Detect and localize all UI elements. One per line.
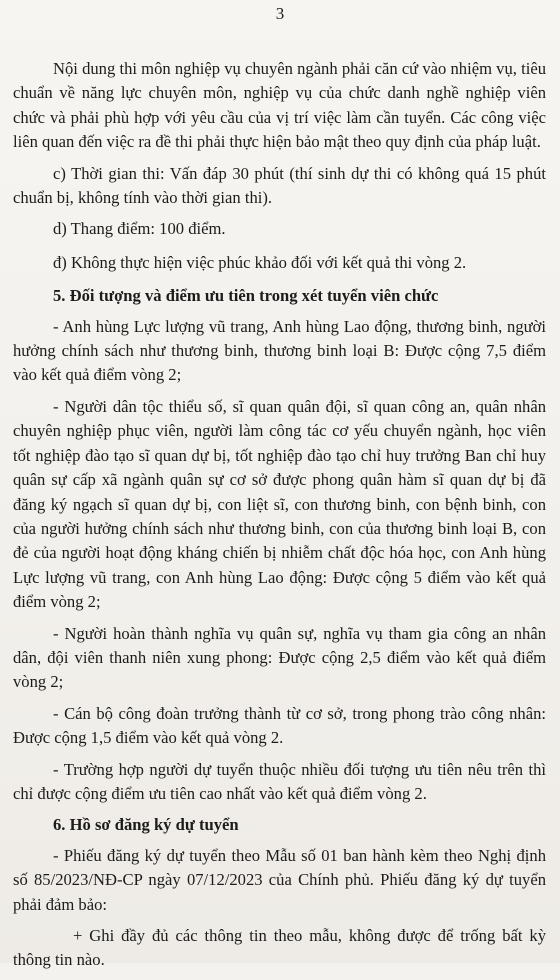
- document-body: [13, 57, 546, 980]
- page-number: 3: [275, 4, 285, 23]
- paragraph-score-scale: d) Thang điểm: 100 điểm.: [53, 219, 226, 239]
- paragraph-no-review: đ) Không thực hiện việc phúc khảo đối với kết quả thi vòng 2.: [53, 252, 467, 272]
- paragraph-priority-multiple: - Trường hợp người dự tuyển thuộc nhiều đối tượng ưu tiên nêu trên thì chỉ được cộng điểm ưu tiên cao nhất vào kết quả điểm vòng 2.: [13, 759, 546, 803]
- paragraph-priority-minorities: - Người dân tộc thiểu số, sĩ quan quân đội, sĩ quan công an, quân nhân chuyên nghiệp phục viên, người làm công tác cơ yếu chuyển ngành, học viên tốt nghiệp đào tạo sĩ quan dự bị, tốt nghiệp đào tạo chỉ huy trưởng Ban chỉ huy quân sự cấp xã ngành quân sự cơ sở được phong quân hàm sĩ quan dự bị đã đăng ký ngạch sĩ quan dự bị, con liệt sĩ, con thương binh, con bệnh binh, con của người hưởng chính sách như thương binh, con của thương binh loại B, con đẻ của người hoạt động kháng chiến bị nhiễm chất độc hóa học, con Anh hùng Lực lượng vũ trang, con Anh hùng Lao động: Được cộng 5 điểm vào kết quả điểm vòng 2;: [13, 396, 546, 612]
- paragraph-exam-content: Nội dung thi môn nghiệp vụ chuyên ngành phải căn cứ vào nhiệm vụ, tiêu chuẩn về năng lực chuyên môn, nghiệp vụ của chức danh nghề nghiệp viên chức và phải phù hợp với yêu cầu của vị trí việc làm cần tuyển. Các công việc liên quan đến việc ra đề thi phải thực hiện bảo mật theo quy định của pháp luật.: [13, 59, 546, 152]
- paragraph-application-form: - Phiếu đăng ký dự tuyển theo Mẫu số 01 ban hành kèm theo Nghị định số 85/2023/NĐ-CP ngày 07/12/2023 của Chính phủ. Phiếu đăng ký dự tuyển phải đảm bảo:: [13, 845, 546, 914]
- paragraph-priority-heroes: - Anh hùng Lực lượng vũ trang, Anh hùng Lao động, thương binh, người hưởng chính sách như thương binh, thương binh loại B: Được cộng 7,5 điểm vào kết quả điểm vòng 2;: [13, 316, 546, 385]
- section-heading-application: 6. Hồ sơ đăng ký dự tuyển: [53, 815, 239, 835]
- paragraph-priority-union-officers: - Cán bộ công đoàn trưởng thành từ cơ sở, trong phong trào công nhân: Được cộng 1,5 điểm vào kết quả vòng 2.: [13, 703, 546, 748]
- section-heading-priority: 5. Đối tượng và điểm ưu tiên trong xét tuyển viên chức: [53, 286, 439, 306]
- paragraph-fill-all-info: + Ghi đầy đủ các thông tin theo mẫu, không được để trống bất kỳ thông tin nào.: [13, 926, 546, 970]
- paragraph-exam-time: c) Thời gian thi: Vấn đáp 30 phút (thí sinh dự thi có không quá 15 phút chuẩn bị, không tính vào thời gian thi).: [13, 163, 546, 208]
- paragraph-priority-military-service: - Người hoàn thành nghĩa vụ quân sự, nghĩa vụ tham gia công an nhân dân, đội viên thanh niên xung phong: Được cộng 2,5 điểm vào kết quả điểm vòng 2;: [13, 623, 546, 692]
